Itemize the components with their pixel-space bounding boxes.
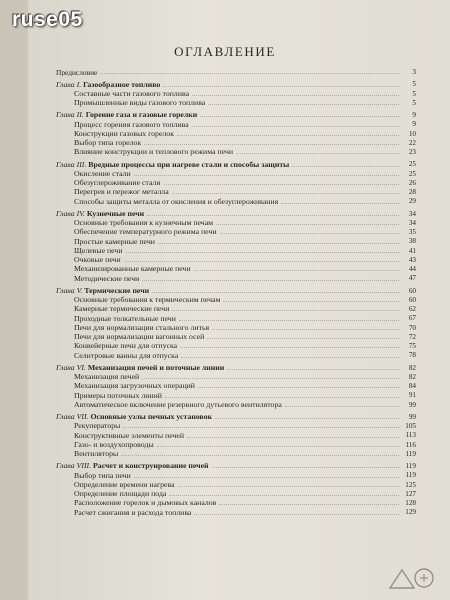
dot-leader xyxy=(144,144,399,145)
toc-page-number: 5 xyxy=(412,89,416,98)
toc-entry-title: Влияние конструкции и теплового режима печи xyxy=(74,148,234,157)
dot-leader xyxy=(285,406,399,407)
toc-section-row xyxy=(56,498,416,507)
toc-section-row xyxy=(56,304,416,313)
toc-chapter-row xyxy=(56,209,416,218)
toc-chapter-row xyxy=(56,363,416,372)
toc-page-number: 78 xyxy=(408,351,416,360)
dot-leader xyxy=(200,116,399,117)
toc-entry-title xyxy=(56,413,212,421)
toc-section-row xyxy=(56,332,416,341)
chapter-title: Механизация печей и поточные линии xyxy=(87,363,225,372)
toc-entry-title: Механизация печей xyxy=(74,373,140,381)
toc-page-number: 35 xyxy=(408,228,416,237)
chapter-title: Горение газа и газовые горелки xyxy=(85,111,198,120)
toc-entry-title: Основные требования к кузнечным печам xyxy=(74,219,214,227)
dot-leader xyxy=(212,467,399,468)
toc-chapter-row xyxy=(56,79,416,88)
toc-section-row xyxy=(56,264,416,273)
dot-leader xyxy=(172,193,399,194)
toc-chapter-row xyxy=(56,159,416,168)
toc-chapter-row xyxy=(56,286,416,295)
dot-leader xyxy=(147,215,399,216)
dot-leader xyxy=(192,95,399,96)
chapter-title: Вредные процессы при нагреве стали и способы защиты xyxy=(88,160,290,169)
toc-page-number: 10 xyxy=(408,129,416,138)
toc-entry-title: Перегрев и пережог металла xyxy=(74,188,169,197)
chapter-label: Глава VI. xyxy=(56,363,88,372)
toc-entry-title: Вентиляторы xyxy=(74,450,119,458)
dot-leader xyxy=(187,437,399,438)
dot-leader xyxy=(207,338,399,339)
chapter-label: Глава V. xyxy=(56,286,85,295)
toc-entry-title xyxy=(56,111,197,119)
toc-entry-title: Печи для нормализации стального литья xyxy=(74,323,210,332)
toc-entry-title: Способы защиты металла от окисления и обезуглероживания xyxy=(74,197,279,206)
toc-section-row xyxy=(56,489,416,498)
toc-page-number: 23 xyxy=(408,148,416,157)
toc-entry-title: Селитровые ванны для отпуска xyxy=(74,351,179,360)
toc-entry-title: Камерные термические печи xyxy=(74,305,170,314)
toc-page-number: 25 xyxy=(408,169,416,178)
toc-section-row xyxy=(56,98,416,107)
dot-leader xyxy=(192,126,399,127)
toc-section-row xyxy=(56,430,416,439)
toc-chapter-row xyxy=(56,412,416,421)
toc-page-number: 113 xyxy=(405,431,416,440)
chapter-title: Расчет и конструирование печей xyxy=(93,462,209,471)
dot-leader xyxy=(220,233,399,234)
chapter-label: Глава III. xyxy=(56,160,89,169)
toc-entry-title: Расчет сжигания и расхода топлива xyxy=(74,508,192,517)
toc-page-number: 38 xyxy=(408,237,416,246)
toc-section-row xyxy=(56,138,416,147)
toc-page-number: 41 xyxy=(408,246,416,255)
toc-page-number: 91 xyxy=(408,391,416,400)
dot-leader xyxy=(142,280,399,281)
toc-page-number: 44 xyxy=(408,265,416,274)
chapter-title: Кузнечные печи xyxy=(86,209,145,218)
toc-entry-title: Очковые печи xyxy=(74,256,121,264)
dot-leader xyxy=(121,455,399,456)
toc-entry-title: Простые камерные печи xyxy=(74,237,155,246)
toc-entry-title xyxy=(56,210,144,218)
toc-page-number: 119 xyxy=(405,449,416,458)
toc-section-row xyxy=(56,381,416,390)
toc-page-number: 75 xyxy=(408,342,416,351)
dot-leader xyxy=(212,329,399,330)
dot-leader xyxy=(198,387,399,388)
toc-page-number: 99 xyxy=(408,400,416,409)
toc-section-row xyxy=(56,470,416,479)
toc-section-row xyxy=(56,273,416,282)
toc-page-number: 34 xyxy=(408,209,416,218)
toc-page-number: 116 xyxy=(405,440,416,449)
toc-page-number: 84 xyxy=(408,382,416,391)
toc-entry-title: Расположение горелок и дымовых каналов xyxy=(74,499,217,508)
toc-entry-title xyxy=(56,287,149,295)
dot-leader xyxy=(181,357,399,358)
chapter-label: Глава IV. xyxy=(56,209,87,218)
toc-page-number: 3 xyxy=(412,68,416,77)
chapter-title: Термические печи xyxy=(84,286,150,295)
dot-leader xyxy=(126,252,399,253)
toc-page-number: 9 xyxy=(412,111,416,120)
toc-page-number: 43 xyxy=(408,255,416,264)
toc-entry-title xyxy=(56,462,209,470)
dot-leader xyxy=(178,486,399,487)
chapter-title: Основные узлы печных установок xyxy=(90,413,213,421)
toc-entry-title: Обеспечение температурного режима печи xyxy=(74,228,217,237)
toc-entry-title: Окисление стали xyxy=(74,169,131,178)
toc-section-row xyxy=(56,295,416,304)
toc-entry-title: Механизированные камерные печи xyxy=(74,265,191,274)
dot-leader xyxy=(134,175,399,176)
dot-leader xyxy=(124,261,399,262)
page-title: ОГЛАВЛЕНИЕ xyxy=(174,44,276,59)
toc-page-number: 119 xyxy=(405,462,416,471)
dot-leader xyxy=(194,270,399,271)
dot-leader xyxy=(157,446,399,447)
dot-leader xyxy=(177,135,399,136)
toc-section-row xyxy=(56,246,416,255)
chapter-label: Глава VIII. xyxy=(56,462,94,471)
toc-section-row xyxy=(56,119,416,128)
toc-section-row xyxy=(56,187,416,196)
chapter-title: Газообразное топливо xyxy=(83,80,161,89)
toc-section-row xyxy=(56,196,416,205)
dot-leader xyxy=(172,310,399,311)
toc-entry-title: Выбор типа горелок xyxy=(74,139,142,147)
dot-leader xyxy=(152,292,399,293)
toc-entry-title: Автоматическое включение резервного дутьевого вентилятора xyxy=(74,400,282,409)
dot-leader xyxy=(165,397,399,398)
toc-entry-title: Промышленные виды газового топлива xyxy=(74,99,206,107)
toc-entry-title: Конвейерные печи для отпуска xyxy=(74,342,178,351)
dot-leader xyxy=(180,347,399,348)
toc-section-row xyxy=(56,313,416,322)
toc-page-number: 99 xyxy=(408,412,416,421)
toc-entry-title: Определение времени нагрева xyxy=(74,480,175,489)
toc-entry-title: Выбор типа печи xyxy=(74,471,131,480)
toc-page-number: 9 xyxy=(412,120,416,129)
toc-section-row xyxy=(56,323,416,332)
toc-section-row xyxy=(56,147,416,156)
dot-leader xyxy=(208,104,399,105)
toc-section-row xyxy=(56,449,416,458)
toc-page-number: 60 xyxy=(408,295,416,304)
dot-leader xyxy=(227,369,399,370)
toc-section-row xyxy=(56,421,416,430)
toc-page-number: 5 xyxy=(412,98,416,107)
toc-page-number: 82 xyxy=(408,372,416,381)
toc-page-number: 125 xyxy=(405,480,416,489)
toc-section-row xyxy=(56,480,416,489)
toc-section-row xyxy=(56,440,416,449)
toc-page-number: 22 xyxy=(408,138,416,147)
toc-preface-row xyxy=(56,67,416,76)
toc-page-number: 72 xyxy=(408,332,416,341)
toc-page-number: 62 xyxy=(408,305,416,314)
toc-page-number: 25 xyxy=(408,160,416,169)
dot-leader xyxy=(292,166,399,167)
dot-leader xyxy=(169,495,399,496)
dot-leader xyxy=(163,86,399,87)
toc-entry-title xyxy=(56,81,160,89)
toc-section-row xyxy=(56,255,416,264)
chapter-label: Глава I. xyxy=(56,80,84,89)
toc-page-number: 47 xyxy=(408,274,416,283)
toc-page-number: 119 xyxy=(405,471,416,480)
toc-entry-title xyxy=(56,161,289,169)
toc-section-row xyxy=(56,350,416,359)
dot-leader xyxy=(142,378,399,379)
dot-leader xyxy=(215,418,399,419)
site-watermark: ruse05 xyxy=(12,8,83,31)
toc-entry-title: Методические печи xyxy=(74,274,140,283)
toc-page-number: 67 xyxy=(408,314,416,323)
dot-leader xyxy=(194,514,399,515)
toc-chapter-row xyxy=(56,461,416,470)
toc-entry-title: Основные требования к термическим печам xyxy=(74,296,221,304)
toc-page-number: 127 xyxy=(405,489,416,498)
toc-page-number: 5 xyxy=(412,80,416,89)
dot-leader xyxy=(216,224,399,225)
toc-entry-title: Конструкции газовых горелок xyxy=(74,129,174,138)
toc-entry-title xyxy=(56,364,224,372)
dot-leader xyxy=(158,243,399,244)
toc-section-row xyxy=(56,507,416,516)
table-of-contents xyxy=(56,67,416,517)
toc-entry-title: Рекуператоры xyxy=(74,422,121,431)
toc-entry-title: Конструктивные элементы печей xyxy=(74,431,185,440)
dot-leader xyxy=(236,153,399,154)
toc-entry-title: Щелевые печи xyxy=(74,246,123,255)
toc-entry-title: Определение площади пода xyxy=(74,490,167,498)
toc-section-row xyxy=(56,178,416,187)
dot-leader xyxy=(123,427,399,428)
toc-page-number: 60 xyxy=(408,286,416,295)
toc-page-number: 26 xyxy=(408,178,416,187)
toc-entry-title: Примеры поточных линий xyxy=(74,391,162,400)
dot-leader xyxy=(134,477,399,478)
toc-chapter-row xyxy=(56,110,416,119)
toc-section-row xyxy=(56,400,416,409)
toc-section-row xyxy=(56,227,416,236)
toc-section-row xyxy=(56,372,416,381)
toc-entry-title: Процесс горения газового топлива xyxy=(74,120,189,129)
dot-leader xyxy=(100,73,399,74)
toc-page-number: 128 xyxy=(405,499,416,508)
toc-section-row xyxy=(56,218,416,227)
dot-leader xyxy=(179,320,399,321)
bazar-logo-watermark xyxy=(384,564,442,594)
toc-section-row xyxy=(56,341,416,350)
toc-entry-title: Составные части газового топлива xyxy=(74,89,190,98)
dot-leader xyxy=(219,504,399,505)
dot-leader xyxy=(164,184,399,185)
chapter-label: Глава II. xyxy=(56,111,86,120)
toc-section-row xyxy=(56,169,416,178)
toc-page-number: 34 xyxy=(408,218,416,227)
toc-entry-title: Печи для нормализации вагонных осей xyxy=(74,333,205,341)
toc-page-number: 129 xyxy=(405,508,416,517)
chapter-label: Глава VII. xyxy=(56,413,91,421)
dot-leader xyxy=(223,301,399,302)
toc-entry-title: Проходные толкательные печи xyxy=(74,314,176,323)
toc-entry-title: Газо- и воздухопроводы xyxy=(74,440,154,449)
toc-page-number: 82 xyxy=(408,363,416,372)
toc-section-row xyxy=(56,236,416,245)
toc-entry-title: Предисловие xyxy=(56,68,98,77)
toc-entry-title: Обезуглероживание стали xyxy=(74,179,161,187)
toc-page-number: 70 xyxy=(408,323,416,332)
dot-leader xyxy=(281,203,399,204)
toc-section-row xyxy=(56,390,416,399)
toc-section-row xyxy=(56,129,416,138)
toc-page-number: 28 xyxy=(408,188,416,197)
toc-section-row xyxy=(56,89,416,98)
toc-entry-title: Механизация загрузочных операций xyxy=(74,382,195,391)
toc-page-number: 29 xyxy=(408,197,416,206)
toc-page-number: 105 xyxy=(405,422,416,431)
